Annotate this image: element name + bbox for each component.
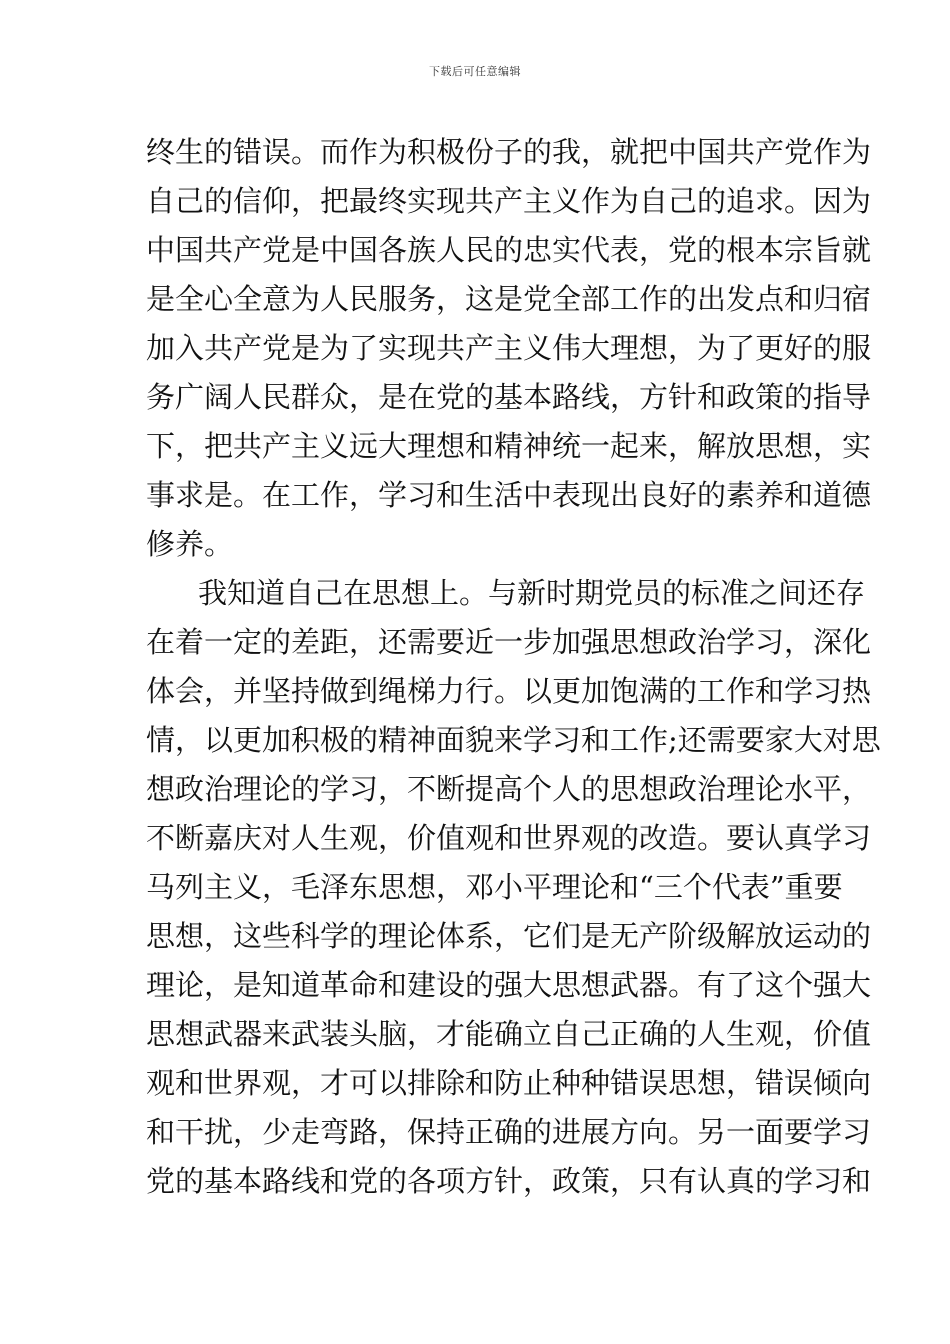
text-line: 党的基本路线和党的各项方针，政策，只有认真的学习和 (146, 1164, 872, 1198)
document-body (146, 128, 881, 1206)
paragraph-2 (146, 569, 881, 1206)
text-line: 理论，是知道革命和建设的强大思想武器。有了这个强大 (146, 968, 872, 1002)
text-line: 加入共产党是为了实现共产主义伟大理想，为了更好的服 (146, 331, 872, 365)
page-header: 下载后可任意编辑 (429, 65, 521, 78)
text-line: 下，把共产主义远大理想和精神统一起来，解放思想，实 (146, 429, 872, 463)
paragraph-1 (146, 128, 872, 569)
text-line: 我知道自己在思想上。与新时期党员的标准之间还存 (198, 576, 866, 610)
text-line: 体会，并坚持做到绳梯力行。以更加饱满的工作和学习热 (146, 674, 872, 708)
text-line: 在着一定的差距，还需要近一步加强思想政治学习，深化 (146, 625, 872, 659)
text-line: 和干扰，少走弯路，保持正确的进展方向。另一面要学习 (146, 1115, 872, 1149)
text-line: 事求是。在工作，学习和生活中表现出良好的素养和道德 (146, 478, 872, 512)
text-line: 思想武器来武装头脑，才能确立自己正确的人生观，价值 (146, 1017, 872, 1051)
text-line: 想政治理论的学习，不断提高个人的思想政治理论水平， (146, 772, 872, 806)
text-line: 观和世界观，才可以排除和防止种种错误思想，错误倾向 (146, 1066, 872, 1100)
text-line: 是全心全意为人民服务，这是党全部工作的出发点和归宿 (146, 282, 872, 316)
text-line: 终生的错误。而作为积极份子的我，就把中国共产党作为 (146, 135, 872, 169)
text-line: 不断嘉庆对人生观，价值观和世界观的改造。要认真学习 (146, 821, 872, 855)
text-line: 修养。 (146, 527, 234, 561)
text-line: 自己的信仰，把最终实现共产主义作为自己的追求。因为 (146, 184, 872, 218)
text-line: 思想，这些科学的理论体系，它们是无产阶级解放运动的 (146, 919, 872, 953)
text-line: 情，以更加积极的精神面貌来学习和工作;还需要家大对思 (146, 723, 881, 757)
text-line: 务广阔人民群众，是在党的基本路线，方针和政策的指导 (146, 380, 872, 414)
text-line: 马列主义，毛泽东思想，邓小平理论和“三个代表”重要 (146, 870, 843, 904)
text-line: 中国共产党是中国各族人民的忠实代表，党的根本宗旨就 (146, 233, 872, 267)
